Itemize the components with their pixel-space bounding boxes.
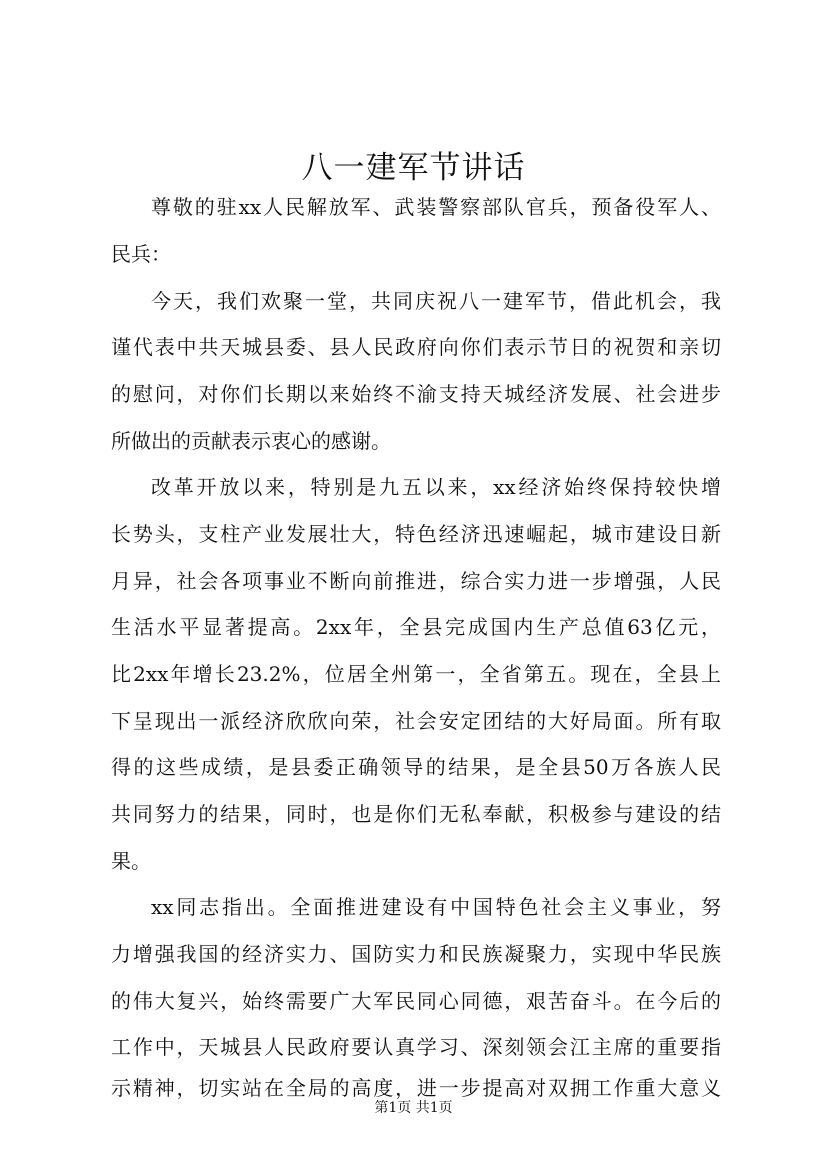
text-line: 比2xx年增长23.2%，位居全州第一，全省第五。现在，全县上 bbox=[111, 662, 721, 686]
text-line: 共同努力的结果，同时，也是你们无私奉献，积极参与建设的结 bbox=[111, 802, 721, 826]
document-title: 八一建军节讲话 bbox=[301, 150, 526, 186]
text-line: 尊敬的驻xx人民解放军、武装警察部队官兵，预备役军人、 bbox=[151, 195, 721, 219]
text-line: 长势头，支柱产业发展壮大，特色经济迅速崛起，城市建设日新 bbox=[111, 522, 721, 546]
text-line: 改革开放以来，特别是九五以来，xx经济始终保持较快增 bbox=[151, 475, 721, 499]
text-line: 示精神，切实站在全局的高度，进一步提高对双拥工作重大意义 bbox=[111, 1076, 721, 1100]
text-line: 下呈现出一派经济欣欣向荣，社会安定团结的大好局面。所有取 bbox=[111, 709, 721, 733]
page-footer: 第1页 共1页 bbox=[374, 1100, 453, 1116]
text-line: 所做出的贡献表示衷心的感谢。 bbox=[111, 429, 391, 453]
text-line: 得的这些成绩，是县委正确领导的结果，是全县50万各族人民 bbox=[111, 755, 721, 779]
text-line: 的伟大复兴，始终需要广大军民同心同德，艰苦奋斗。在今后的 bbox=[111, 989, 721, 1013]
text-line: xx同志指出。全面推进建设有中国特色社会主义事业，努 bbox=[151, 895, 721, 919]
text-line: 的慰问，对你们长期以来始终不渝支持天城经济发展、社会进步 bbox=[111, 382, 721, 406]
text-line: 月异，社会各项事业不断向前推进，综合实力进一步增强，人民 bbox=[111, 569, 721, 593]
text-line: 工作中，天城县人民政府要认真学习、深刻领会江主席的重要指 bbox=[111, 1035, 721, 1059]
text-line: 生活水平显著提高。2xx年，全县完成国内生产总值63亿元， bbox=[111, 615, 721, 639]
text-line: 果。 bbox=[111, 849, 151, 873]
text-line: 今天，我们欢聚一堂，共同庆祝八一建军节，借此机会，我 bbox=[151, 289, 721, 313]
text-line: 民兵： bbox=[111, 242, 171, 266]
text-line: 谨代表中共天城县委、县人民政府向你们表示节日的祝贺和亲切 bbox=[111, 335, 721, 359]
text-line: 力增强我国的经济实力、国防实力和民族凝聚力，实现中华民族 bbox=[111, 942, 721, 966]
